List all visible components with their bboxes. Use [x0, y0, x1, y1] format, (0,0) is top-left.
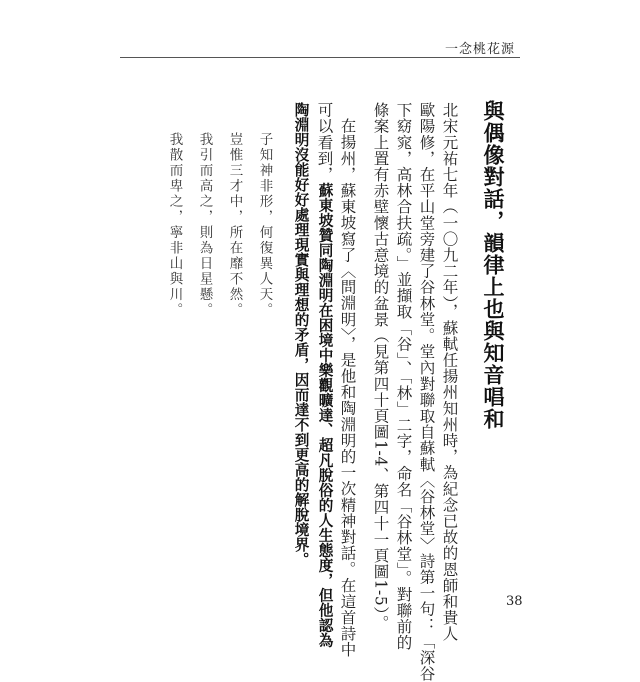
body-line: 下窈窕，高林合扶疏。」並擷取「谷」、「林」二字，命名「谷林堂」。對聯前的 — [394, 102, 413, 651]
body-line: 在揚州，蘇東坡寫了〈問淵明〉，是他和陶淵明的一次精神對話。在這首詩中 — [338, 118, 357, 658]
poem-line: 我散而卑之，寧非山與川。 — [166, 132, 183, 318]
bold-line: 蘇東坡贊同陶淵明在困境中樂觀曠達、超凡脫俗的人生態度，但他認為 — [316, 182, 334, 648]
body-line: 北宋元祐七年（一〇九二年），蘇軾任揚州知州時，為紀念已故的恩師和貴人 — [440, 102, 459, 642]
bold-line: 陶淵明沒能好好處理現實與理想的矛盾，因而達不到更高的解脫境界。 — [292, 102, 310, 567]
section-heading: 與偶像對話，韻律上也與知音唱和 — [481, 100, 505, 430]
poem-line: 我引而高之，則為日星懸。 — [196, 132, 213, 318]
running-title: 一念桃花源 — [444, 42, 515, 57]
body-line: 條案上置有赤壁懷古意境的盆景（見第四十頁圖1-4、第四十一頁圖1-5）。 — [371, 102, 390, 631]
poem-line: 子知神非形，何復異人天。 — [256, 132, 273, 318]
body-line: 可以看到， — [315, 102, 334, 183]
mixed-line — [316, 102, 333, 648]
body-line: 歐陽修，在平山堂旁建了谷林堂。堂內對聯取自蘇軾〈谷林堂〉詩第一句：「深谷 — [417, 102, 436, 682]
page-number: 38 — [506, 594, 523, 609]
header-rule — [120, 57, 520, 58]
poem-line: 豈惟三才中，所在靡不然。 — [226, 132, 243, 318]
